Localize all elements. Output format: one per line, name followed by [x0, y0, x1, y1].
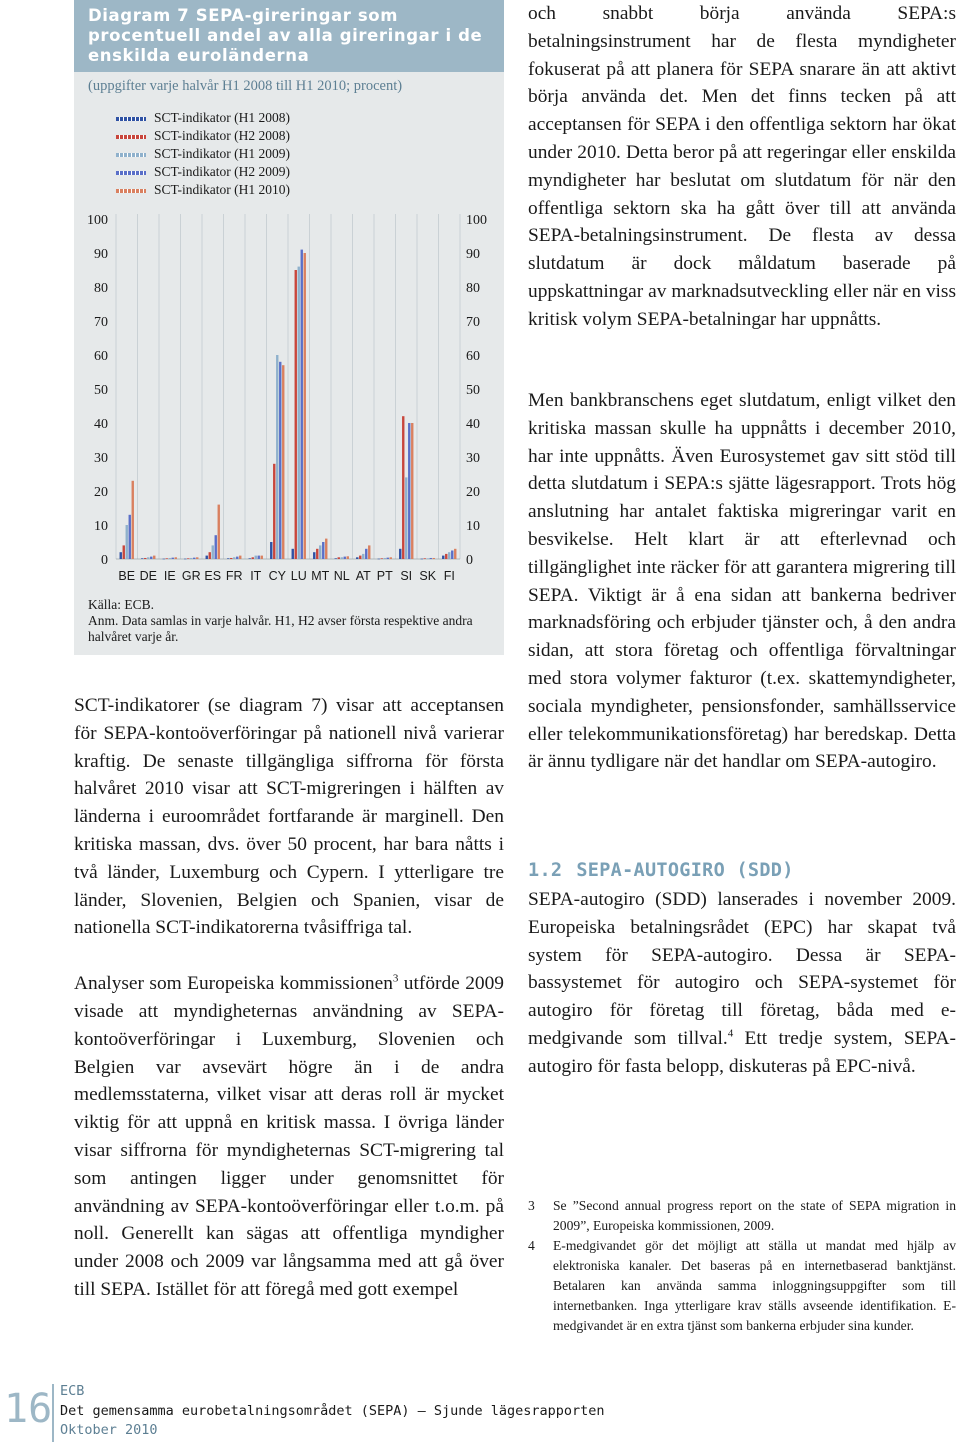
bar-BE-3 [129, 515, 131, 559]
section-title: SEPA-AUTOGIRO (SDD) [576, 860, 794, 881]
footnote-text: Se ”Second annual progress report on the state of SEPA migration in 2009”, Europeiska kommissionen, 2009. [553, 1198, 956, 1233]
bar-MT-4 [325, 539, 327, 559]
y-tick-label-left: 10 [94, 519, 108, 534]
bar-SI-3 [408, 423, 410, 559]
bar-ES-3 [215, 535, 217, 559]
bar-AT-3 [365, 549, 367, 559]
right-paragraph-3 [528, 886, 956, 1081]
legend-swatch [116, 171, 146, 175]
x-tick-label: SK [419, 569, 437, 583]
y-tick-label-right: 90 [466, 247, 480, 262]
footnote-4 [528, 1236, 956, 1336]
bar-FI-0 [442, 556, 444, 559]
bar-LU-1 [295, 270, 297, 559]
bar-GR-0 [184, 559, 186, 560]
legend-swatch [116, 153, 146, 157]
y-tick-label-left: 30 [94, 451, 108, 466]
bar-SI-4 [411, 423, 413, 559]
bar-ES-4 [218, 505, 220, 559]
x-tick-label: CY [268, 569, 286, 583]
bar-FR-0 [227, 558, 229, 559]
bar-IE-4 [175, 557, 177, 559]
legend-label: SCT-indikator (H1 2009) [154, 146, 290, 161]
bar-BE-1 [123, 545, 125, 559]
bar-IT-3 [258, 556, 260, 559]
bar-DE-4 [153, 556, 155, 559]
y-tick-label-left: 40 [94, 417, 108, 432]
chart-subtitle: (uppgifter varje halvår H1 2008 till H1 2010; procent) [88, 78, 403, 94]
footnote-ref-3: 3 [392, 972, 399, 985]
y-tick-label-right: 30 [466, 451, 480, 466]
page-number: 16 [4, 1386, 53, 1432]
x-tick-label: DE [139, 569, 157, 583]
x-tick-label: AT [355, 569, 371, 583]
legend-swatch [116, 189, 146, 193]
bar-IE-0 [163, 559, 165, 560]
legend-label: SCT-indikator (H2 2008) [154, 128, 290, 143]
bar-GR-1 [187, 558, 189, 559]
right-column-bottom [528, 886, 956, 1081]
bar-ES-2 [212, 545, 214, 559]
y-tick-label-left: 50 [94, 383, 108, 398]
x-tick-label: MT [311, 569, 330, 583]
bar-BE-0 [120, 552, 122, 559]
bar-IE-2 [169, 558, 171, 559]
footnote-number: 4 [528, 1238, 535, 1253]
y-tick-label-right: 60 [466, 349, 480, 364]
legend-label: SCT-indikator (H1 2008) [154, 110, 290, 125]
bar-DE-3 [150, 557, 152, 559]
y-tick-label-right: 0 [466, 553, 473, 568]
bar-LU-0 [292, 549, 294, 559]
footer-date: Oktober 2010 [60, 1422, 158, 1438]
bar-CY-2 [276, 355, 278, 559]
bar-GR-2 [190, 558, 192, 559]
bar-PT-2 [384, 558, 386, 559]
x-tick-label: GR [181, 569, 201, 583]
bar-SK-1 [424, 558, 426, 559]
bar-AT-1 [359, 556, 361, 559]
y-tick-label-right: 10 [466, 519, 480, 534]
bar-LU-4 [304, 253, 306, 559]
bar-SK-0 [421, 559, 423, 560]
bar-MT-2 [319, 545, 321, 559]
bar-IE-3 [172, 558, 174, 559]
bar-AT-2 [362, 554, 364, 559]
bar-FR-1 [230, 558, 232, 559]
bar-BE-4 [132, 481, 134, 559]
bar-MT-3 [322, 542, 324, 559]
bar-PT-4 [390, 557, 392, 559]
bar-IT-0 [249, 558, 251, 559]
legend-swatch [116, 135, 146, 139]
right-paragraph-3-start: SEPA-autogiro (SDD) lanserades i november 2009. Europeiska betalningsrådet (EPC) har skapat två system för SEPA-autogiro. Dessa är SEPA-bassystemet för autogiro och SEPA-systemet för autogiro för företag till företag, båda med e-medgivande som tillval. [528, 889, 956, 1049]
right-column-middle [528, 387, 956, 776]
bar-SK-2 [427, 558, 429, 559]
footnote-ref-4: 4 [727, 1027, 734, 1040]
legend-label: SCT-indikator (H2 2009) [154, 164, 290, 179]
section-heading [528, 860, 794, 881]
bar-FI-2 [448, 552, 450, 559]
y-tick-label-right: 40 [466, 417, 480, 432]
bar-NL-0 [335, 558, 337, 559]
bar-FI-3 [451, 551, 453, 560]
bar-SI-2 [405, 477, 407, 559]
section-number: 1.2 [528, 860, 563, 881]
bar-CY-1 [273, 464, 275, 559]
bar-IT-2 [255, 556, 257, 559]
x-tick-label: FI [443, 569, 455, 583]
bar-SK-3 [430, 558, 432, 559]
footer-publication-title: Det gemensamma eurobetalningsområdet (SEPA) — Sjunde lägesrapporten [60, 1403, 605, 1419]
footer-organization: ECB [60, 1383, 85, 1399]
bar-DE-1 [144, 558, 146, 559]
bar-LU-2 [298, 267, 300, 559]
x-tick-label: IE [163, 569, 176, 583]
footnote-text: E-medgivandet gör det möjligt att ställa ut mandat med hjälp av elektroniska kanaler. Det baseras på en internetbaserad banktjänst. Betalaren kan använda samma inloggningsuppgifter som till internetbanken. Inga ytterligare krav ställs avseende identifikation. E-medgivandet är en extra tjänst som bankerna erbjuder sina kunder. [553, 1238, 956, 1333]
bar-IT-4 [261, 556, 263, 559]
left-paragraph-2 [74, 970, 504, 1304]
y-tick-label-right: 100 [466, 213, 487, 228]
x-tick-label: PT [376, 569, 393, 583]
y-tick-label-right: 80 [466, 281, 480, 296]
bar-GR-4 [196, 557, 198, 559]
right-column-top [528, 0, 956, 334]
bar-PT-0 [378, 559, 380, 560]
legend-swatch [116, 117, 146, 121]
y-tick-label-left: 70 [94, 315, 108, 330]
bar-CY-0 [270, 542, 272, 559]
bar-IE-1 [166, 558, 168, 559]
chart-title: Diagram 7 SEPA-gireringar som procentuell andel av alla gireringar i de enskilda euroländerna [74, 0, 504, 72]
bar-FR-2 [233, 557, 235, 559]
bar-FR-4 [239, 556, 241, 559]
right-paragraph-1: och snabbt börja använda SEPA:s betalningsinstrument har de flesta myndigheter fokuserat på att planera för SEPA snarare än att aktivt börja använda det. Men det finns tecken på att acceptansen för SEPA i den offentliga sektorn har ökat under 2010. Detta beror på att regeringar eller enskilda myndigheter har beslutat om slutdatum för när den offentliga sektorn ska ha gått över till att använda SEPA-betalningsinstrument. De flesta av dessa slutdatum är dock måldatum baserade på uppskattningar av marknadsutveckling eller när en viss kritisk volym SEPA-betalningar har uppnåtts. [528, 3, 956, 330]
left-paragraph-2-start: Analyser som Europeiska kommissionen [74, 973, 393, 995]
y-tick-label-left: 0 [101, 553, 108, 568]
bar-IT-1 [252, 557, 254, 559]
chart-source: Källa: ECB. [88, 597, 154, 612]
left-paragraph-2-rest: utförde 2009 visade att myndigheternas användning av SEPA-kontoöverföringar i Luxemburg, Slovenien och Belgien var avsevärt högre än i de andra medlemsstaterna, vilket visar att deras roll är mycket viktig för att uppnå en kritisk massa. I övriga länder visar siffrorna för myndigheternas SCT-migrering tal som antingen ligger under genomsnittet för användning av SEPA-kontoöverföringar eller t.o.m. på noll. Generellt kan sägas att offentliga myndigher under 2008 och 2009 var långsamma med att gå över till SEPA. Istället för att föregå med gott exempel [74, 973, 504, 1300]
bar-FR-3 [236, 557, 238, 559]
right-paragraph-2: Men bankbranschens eget slutdatum, enligt vilket den kritiska massan skulle ha uppnåtts i december 2010, har inte uppnåtts. Även Eurosystemet gav sitt stöd till detta slutdatum i SEPA:s sjätte lägesrapport. Trots hög anslutning har antalet faktiska migreringar varit en besvikelse. Helt klart är att efterlevnad och tillgänglighet inte räcker för att garantera migrering till SEPA. Viktigt är å ena sidan att bankerna bedriver marknadsföring och erbjuder tjänster och, å den andra sidan, att stora företag och offentliga förvaltningar med stora volymer fakturor (t.ex. skattemyndigheter, sociala myndigheter, pensionsfonder, samhällsservice eller telekommunikationsföretag) har beredskap. Detta är ännu tydligare när det handlar om SEPA-autogiro. [528, 390, 956, 773]
right-paragraph-3-rest: Ett tredje system, SEPA-autogiro för fasta belopp, diskuteras på EPC-nivå. [528, 1027, 956, 1077]
bar-DE-0 [141, 558, 143, 559]
bar-NL-4 [347, 556, 349, 559]
bar-NL-3 [344, 557, 346, 559]
left-paragraph-1: SCT-indikatorer (se diagram 7) visar att acceptansen för SEPA-kontoöverföringar på nationell nivå varierar kraftig. De senaste tillgängliga siffrorna för första halvåret 2010 visar att SCT-migreringen i hälften av länderna i euroområdet fortfarande är marginell. Den kritiska massan, dvs. över 50 procent, har bara nåtts i två länder, Luxemburg och Cypern. I ytterligare tre länder, Slovenien, Belgien och Spanien, visar de nationella SCT-indikatorerna tvåsiffriga tal. [74, 695, 504, 939]
bar-FI-4 [454, 549, 456, 559]
x-tick-label: IT [250, 569, 262, 583]
footnote-3 [528, 1196, 956, 1236]
y-tick-label-right: 20 [466, 485, 480, 500]
bar-PT-1 [381, 558, 383, 559]
bar-SK-4 [433, 558, 435, 559]
y-tick-label-left: 80 [94, 281, 108, 296]
chart-note: Anm. Data samlas in varje halvår. H1, H2 avser första respektive andra halvåret varje år. [88, 613, 473, 644]
bar-AT-4 [368, 545, 370, 559]
bar-DE-2 [147, 557, 149, 559]
bar-FI-1 [445, 554, 447, 559]
bar-LU-3 [301, 250, 303, 559]
x-tick-label: LU [290, 569, 307, 583]
bar-NL-1 [338, 557, 340, 559]
bar-SI-0 [399, 549, 401, 559]
chart-panel [74, 0, 504, 655]
bar-NL-2 [341, 557, 343, 559]
x-tick-label: FR [225, 569, 243, 583]
bar-CY-3 [279, 362, 281, 559]
y-tick-label-left: 60 [94, 349, 108, 364]
x-tick-label: BE [118, 569, 136, 583]
y-tick-label-right: 70 [466, 315, 480, 330]
bar-SI-1 [402, 416, 404, 559]
bar-MT-0 [313, 552, 315, 559]
y-tick-label-left: 90 [94, 247, 108, 262]
left-column [74, 692, 504, 1304]
bar-CY-4 [282, 365, 284, 559]
x-tick-label: SI [400, 569, 413, 583]
bar-PT-3 [387, 558, 389, 559]
bar-BE-2 [126, 525, 128, 559]
x-tick-label: ES [204, 569, 222, 583]
bar-ES-0 [206, 556, 208, 559]
y-tick-label-right: 50 [466, 383, 480, 398]
x-tick-label: NL [333, 569, 350, 583]
bar-MT-1 [316, 549, 318, 559]
footnote-number: 3 [528, 1198, 535, 1213]
bar-AT-0 [356, 557, 358, 559]
y-tick-label-left: 100 [87, 213, 108, 228]
y-tick-label-left: 20 [94, 485, 108, 500]
legend-label: SCT-indikator (H1 2010) [154, 182, 290, 197]
bar-ES-1 [209, 552, 211, 559]
footer-divider [52, 1384, 54, 1442]
bar-GR-3 [193, 558, 195, 559]
